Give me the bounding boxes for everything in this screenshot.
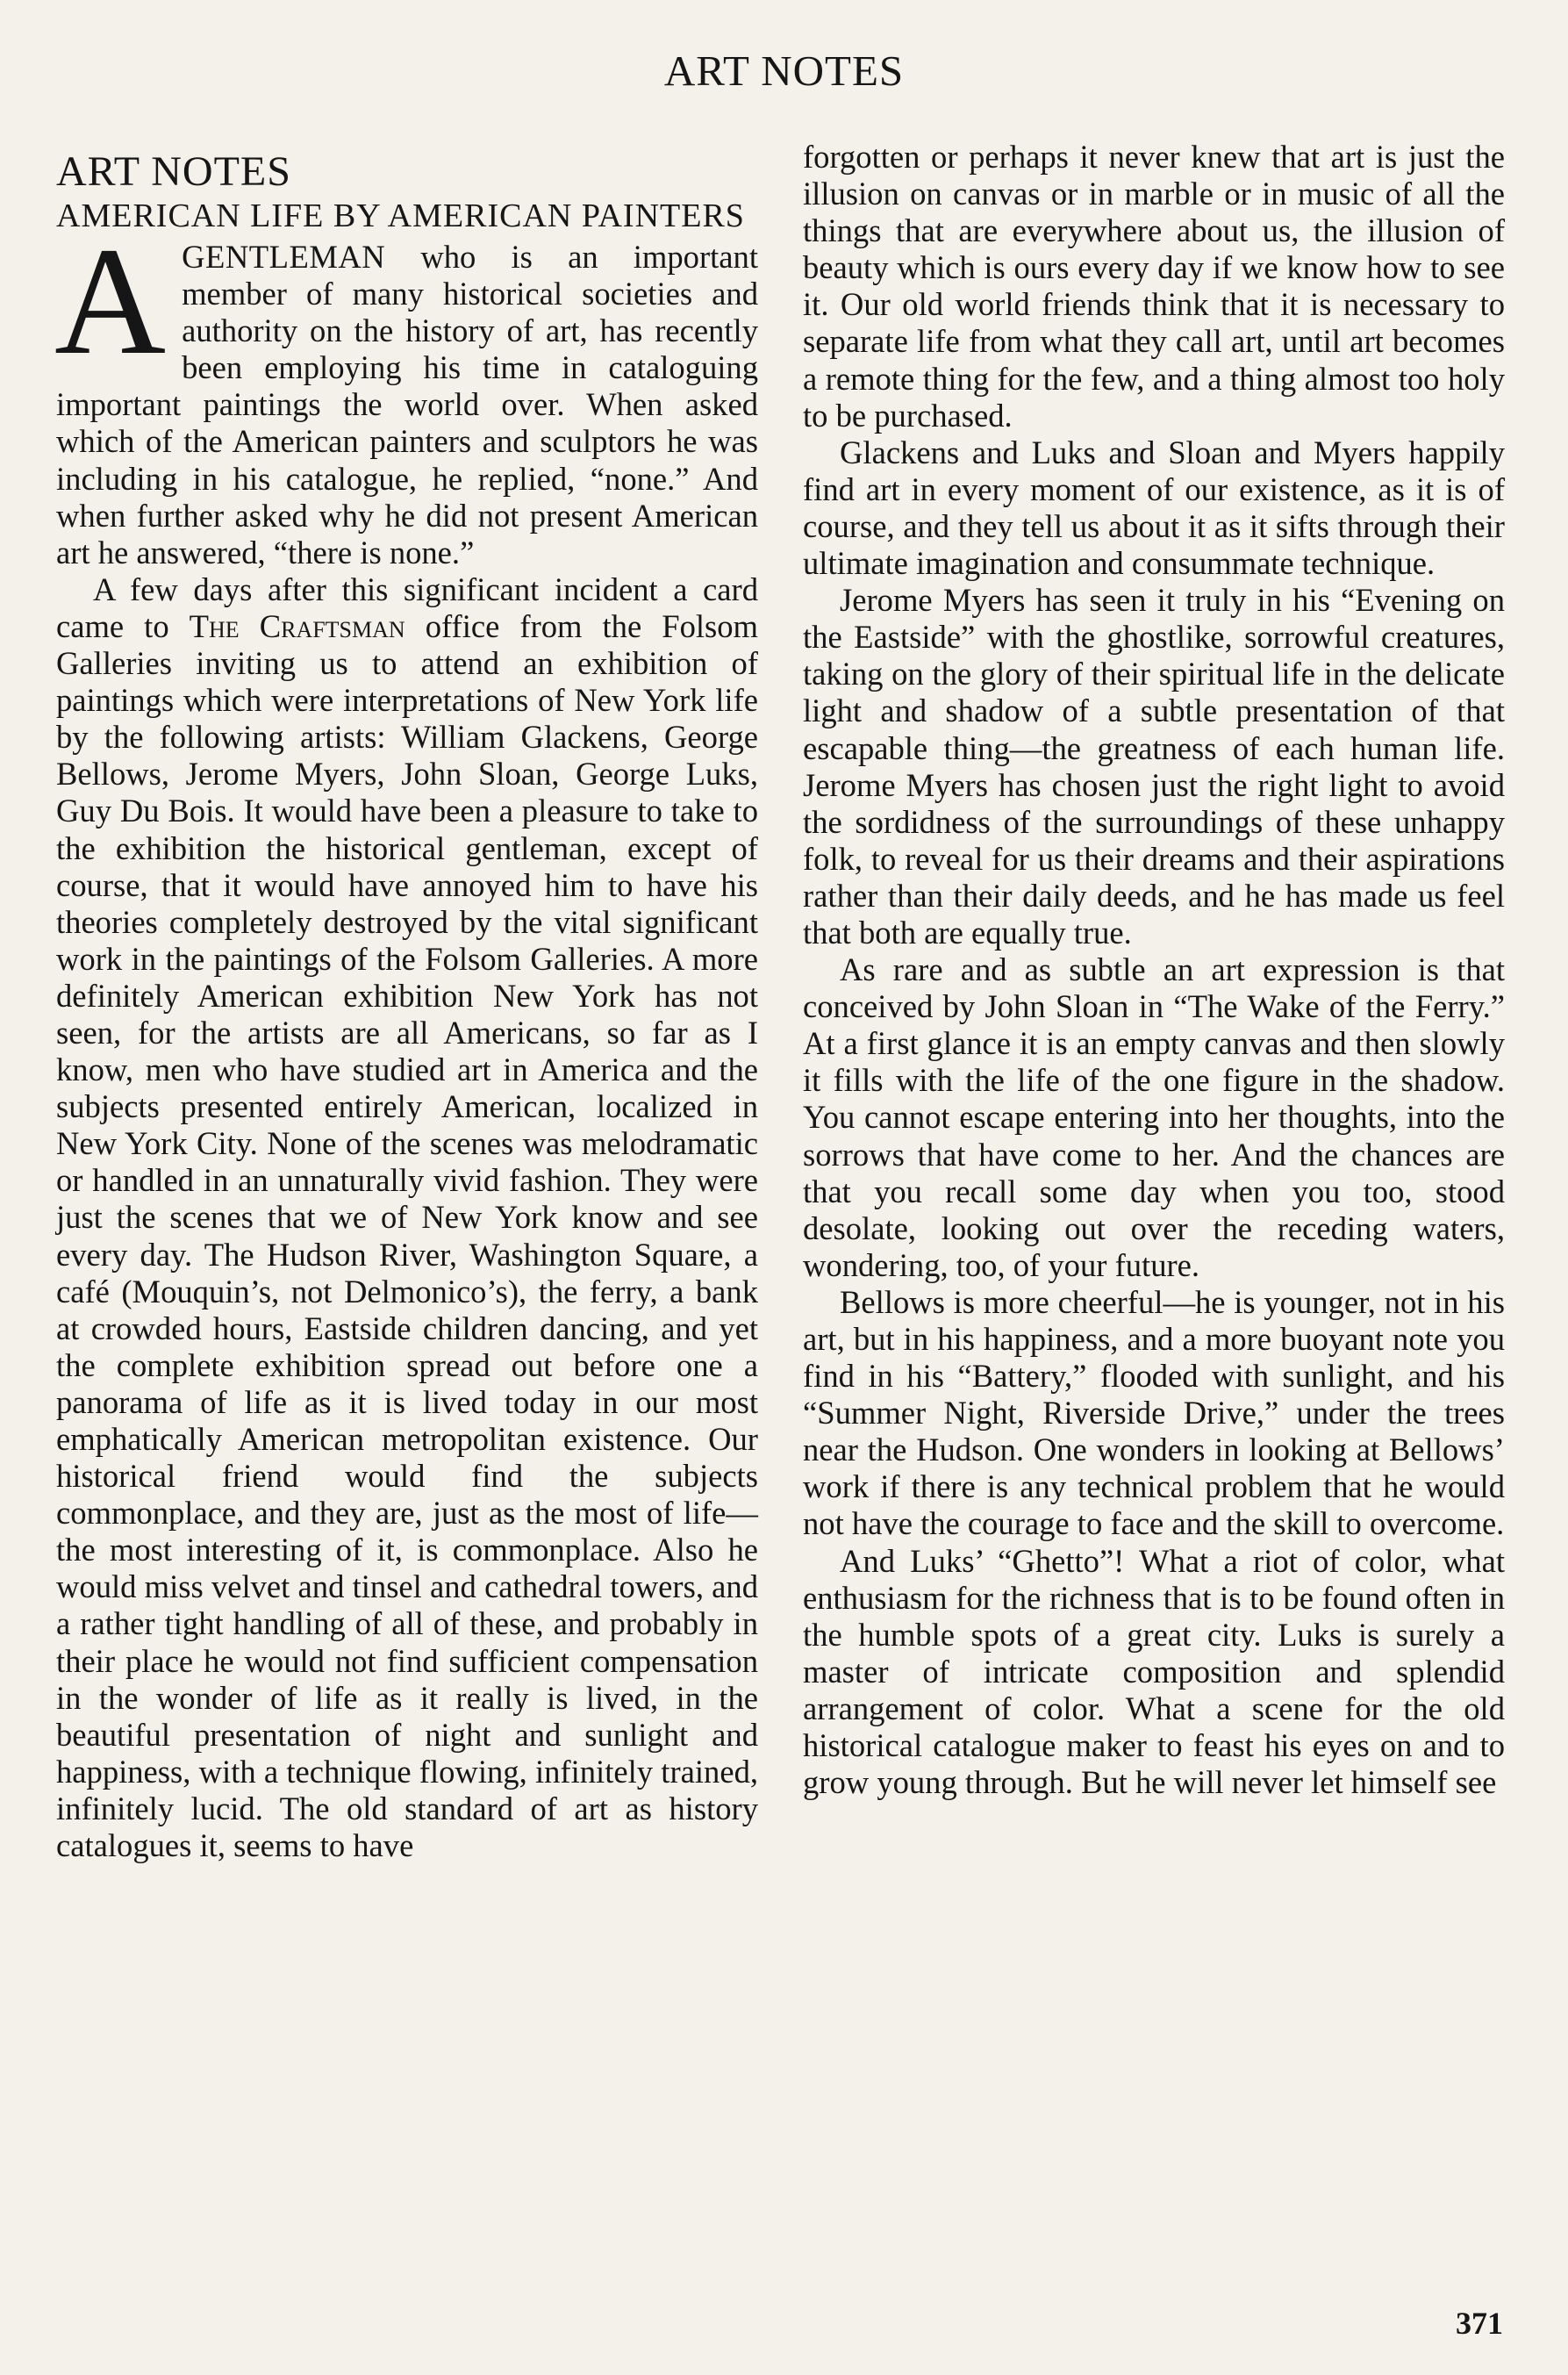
section-title: ART NOTES (56, 148, 291, 195)
page-number: 371 (1456, 2306, 1503, 2341)
paragraph-5: As rare and as subtle an art expression is that conceived by John Sloan in “The Wake of the Ferry.” At a first glance it is an empty canvas and then slowly it fills with the life of the one figure in the shadow. You cannot escape entering into her thoughts, into the sorrows that have come to her. And the chances are that you recall some day when you too, stood desolate, looking out over the receding waters, wondering, too, of your future. (803, 951, 1505, 1283)
magazine-name: The Craftsman (189, 607, 405, 644)
lead-paragraph-block (54, 216, 758, 571)
paragraph-7: And Luks’ “Ghetto”! What a riot of color, what enthusiasm for the richness that is to be found often in the humble spots of a great city. Luks is surely a master of intricate composition and splendid arrangement of color. What a scene for the old historical catalogue maker to feast his eyes on and to grow young through. But he will never let himself see (803, 1542, 1505, 1801)
right-column (803, 139, 1505, 1801)
paragraph-2-text-a: A few days after this significant incident a card came to (56, 570, 758, 644)
paragraph-2-continued: forgotten or perhaps it never knew that art is just the illusion on canvas or in marble or in music of all the things that are everywhere about us, the illusion of beauty which is ours every day if we know how to see it. Our old world friends think that it is necessary to separate life from what they call art, until art becomes a remote thing for the few, and a thing almost too holy to be purchased. (803, 139, 1505, 434)
paragraph-2 (56, 571, 758, 1864)
paragraph-1-text: who is an important member of many historical societies and authority on the history of art, has recently been employing his time in cataloguing important paintings the world over. When asked which of the American painters and sculptors he was including in his catalogue, he replied, “none.” And when further asked why he did not present American art he answered, “there is none.” (56, 239, 758, 570)
paragraph-4: Jerome Myers has seen it truly in his “Evening on the Eastside” with the ghostlike, sorrowful creatures, taking on the glory of their spiritual life in the delicate light and shadow of a subtle presentation of that escapable thing—the greatness of each human life. Jerome Myers has chosen just the right light to avoid the sordidness of the surroundings of these unhappy folk, to reveal for us their dreams and their aspirations rather than their daily deeds, and he has made us feel that both are equally true. (803, 582, 1505, 951)
lead-word: GENTLEMAN (182, 239, 386, 275)
paragraph-2-text-b: office from the Folsom Galleries inviting us to attend an exhibition of paintings which were interpretations of New York life by the following artists: William Glackens, George Bellows, Jerome Myers, John Sloan, George Luks, Guy Du Bois. It would have been a pleasure to take to the exhibition the historical gentleman, except of course, that it would have annoyed him to have his theories completely destroyed by the vital significant work in the paintings of the Folsom Galleries. A more definitely American exhibition New York has not seen, for the artists are all Americans, so far as I know, men who have studied art in America and the subjects presented entirely American, localized in New York City. None of the scenes was melodramatic or handled in an unnaturally vivid fashion. They were just the scenes that we of New York know and see every day. The Hudson River, Washington Square, a café (Mouquin’s, not Delmonico’s), the ferry, a bank at crowded hours, Eastside children dancing, and yet the complete exhibition spread out before one a panorama of life as it is lived today in our most emphatically American metropolitan existence. Our historical friend would find the subjects commonplace, and they are, just as the most of life—the most interesting of it, is commonplace. Also he would miss velvet and tinsel and cathedral towers, and a rather tight handling of all of these, and probably in their place he would not find sufficient compensation in the wonder of life as it really is lived, in the beautiful presentation of night and sunlight and happiness, with a technique flowing, infinitely trained, infinitely lucid. The old standard of art as history catalogues it, seems to have (56, 607, 758, 1864)
paragraph-1 (54, 216, 758, 571)
left-column (56, 140, 758, 1864)
drop-cap: A (54, 216, 167, 387)
running-head: ART NOTES (663, 47, 905, 95)
paragraph-6: Bellows is more cheerful—he is younger, not in his art, but in his happiness, and a more buoyant note you find in his “Battery,” flooded with sunlight, and his “Summer Night, Riverside Drive,” under the trees near the Hudson. One wonders in looking at Bellows’ work if there is any technical problem that he would not have the courage to face and the skill to overcome. (803, 1283, 1505, 1542)
paragraph-3: Glackens and Luks and Sloan and Myers happily find art in every moment of our existence, as it is of course, and they tell us about it as it sifts through their ultimate imagination and consummate technique. (803, 434, 1505, 582)
article-headline: AMERICAN LIFE BY AMERICAN PAINTERS (56, 197, 745, 234)
